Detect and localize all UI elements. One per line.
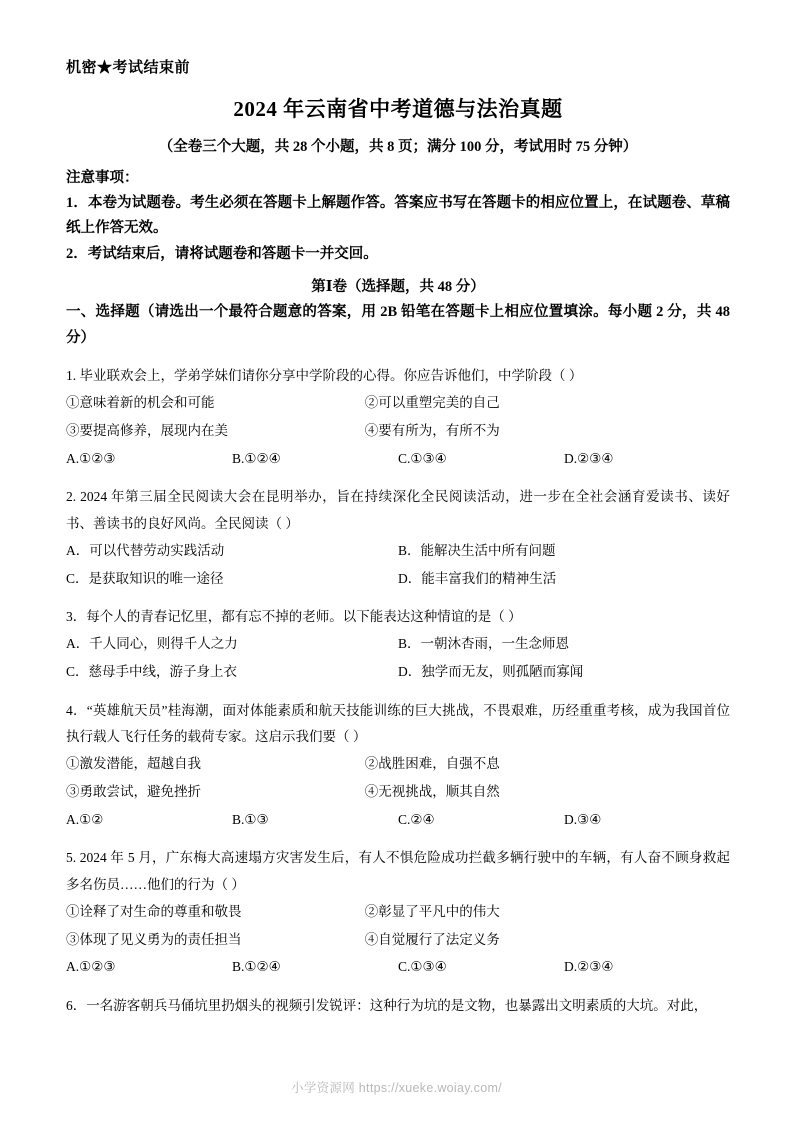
answer-option-row — [66, 953, 730, 981]
exam-subtitle: （全卷三个大题，共 28 个小题，共 8 页；满分 100 分，考试用时 75 分钟） — [158, 139, 638, 155]
answer-option-d[interactable]: D．能丰富我们的精神生活 — [398, 570, 557, 586]
answer-option-c[interactable]: C.①③④ — [398, 450, 447, 466]
question-item — [66, 604, 730, 686]
answer-option-d[interactable]: D.③④ — [564, 811, 602, 827]
notice-heading: 注意事项： — [66, 170, 139, 186]
secret-notice: 机密★考试结束前 — [66, 60, 191, 76]
question-stem: 6．一名游客朝兵马俑坑里扔烟头的视频引发锐评：这种行为坑的是文物，也暴露出文明素质的大坑。对此， — [66, 998, 708, 1014]
answer-option-d[interactable]: D.②③④ — [564, 450, 614, 466]
answer-option-a[interactable]: A．可以代替劳动实践活动 — [66, 542, 225, 558]
answer-option-row — [66, 806, 730, 834]
numbered-option: ③勇敢尝试，避免挫折 — [66, 784, 201, 800]
section-heading: 第Ⅰ卷（选择题，共 48 分） — [311, 279, 485, 296]
numbered-option-row — [66, 926, 730, 954]
watermark: 小学资源网 https://xueke.woiay.com/ — [291, 1081, 502, 1095]
answer-option-a[interactable]: A.①②③ — [66, 959, 116, 975]
answer-option-b[interactable]: B．能解决生活中所有问题 — [398, 542, 556, 558]
numbered-option: ①意味着新的机会和可能 — [66, 395, 215, 411]
part-heading: 一、选择题（请选出一个最符合题意的答案，用 2B 铅笔在答题卡上相应位置填涂。每小题 2 分，共 48 分） — [66, 304, 730, 346]
answer-option-b[interactable]: B.①②④ — [232, 959, 281, 975]
answer-option-row — [66, 537, 730, 565]
page-title: 2024 年云南省中考道德与法治真题 — [233, 97, 563, 121]
numbered-option-row — [66, 389, 730, 417]
question-item — [66, 484, 730, 592]
numbered-option: ④要有所为，有所不为 — [364, 422, 500, 438]
answer-option-c[interactable]: C.①③④ — [398, 959, 447, 975]
answer-option-a[interactable]: A.①②③ — [66, 450, 116, 466]
answer-option-row — [66, 565, 730, 593]
question-stem: 3．每个人的青春记忆里，都有忘不掉的老师。以下能表达这种情谊的是（ ） — [66, 609, 522, 625]
numbered-option: ①诠释了对生命的尊重和敬畏 — [66, 904, 242, 920]
numbered-option: ②可以重塑完美的自己 — [364, 395, 500, 411]
question-stem: 4．“英雄航天员”桂海潮，面对体能素质和航天技能训练的巨大挑战，不畏艰难，历经重重考核，成为我国首位执行载人飞行任务的载荷专家。这启示我们要（ ） — [66, 702, 730, 745]
answer-option-row — [66, 658, 730, 686]
question-stem: 5. 2024 年 5 月，广东梅大高速塌方灾害发生后，有人不惧危险成功拦截多辆行驶中的车辆，有人奋不顾身救起多名伤员……他们的行为（ ） — [66, 850, 730, 892]
numbered-option-row — [66, 750, 730, 778]
numbered-option: ②彰显了平凡中的伟大 — [364, 904, 500, 920]
answer-option-a[interactable]: A.①② — [66, 811, 104, 827]
document-content — [66, 56, 730, 1019]
notice-item-1: 1．本卷为试题卷。考生必须在答题卡上解题作答。答案应书写在答题卡的相应位置上，在试题卷、草稿纸上作答无效。 — [66, 195, 730, 237]
answer-option-row — [66, 445, 730, 473]
numbered-option: ③要提高修养，展现内在美 — [66, 422, 228, 438]
question-item — [66, 993, 730, 1019]
answer-option-b[interactable]: B.①③ — [232, 811, 269, 827]
question-item — [66, 698, 730, 834]
question-item — [66, 363, 730, 472]
answer-option-d[interactable]: D．独学而无友，则孤陋而寡闻 — [398, 664, 584, 680]
numbered-option: ④自觉履行了法定义务 — [364, 931, 500, 947]
answer-option-c[interactable]: C．慈母手中线，游子身上衣 — [66, 664, 238, 680]
answer-option-row — [66, 630, 730, 658]
question-stem: 2. 2024 年第三届全民阅读大会在昆明举办，旨在持续深化全民阅读活动，进一步在全社会涵育爱读书、读好书、善读书的良好风尚。全民阅读（ ） — [66, 489, 730, 531]
numbered-option-row — [66, 778, 730, 806]
answer-option-b[interactable]: B.①②④ — [232, 450, 281, 466]
numbered-option-row — [66, 417, 730, 445]
answer-option-d[interactable]: D.②③④ — [564, 959, 614, 975]
numbered-option-row — [66, 898, 730, 926]
numbered-option: ①激发潜能，超越自我 — [66, 756, 201, 772]
answer-option-b[interactable]: B．一朝沐杏雨，一生念师恩 — [398, 636, 570, 652]
answer-option-c[interactable]: C．是获取知识的唯一途径 — [66, 570, 224, 586]
answer-option-a[interactable]: A．千人同心，则得千人之力 — [66, 636, 238, 652]
question-stem: 1. 毕业联欢会上，学弟学妹们请你分享中学阶段的心得。你应告诉他们，中学阶段（ ） — [66, 367, 583, 383]
numbered-option: ④无视挑战，顺其自然 — [364, 784, 500, 800]
notice-item-2: 2．考试结束后，请将试题卷和答题卡一并交回。 — [66, 245, 378, 262]
numbered-option: ③体现了见义勇为的责任担当 — [66, 931, 242, 947]
answer-option-c[interactable]: C.②④ — [398, 811, 435, 827]
numbered-option: ②战胜困难，自强不息 — [364, 756, 500, 772]
question-item — [66, 845, 730, 981]
